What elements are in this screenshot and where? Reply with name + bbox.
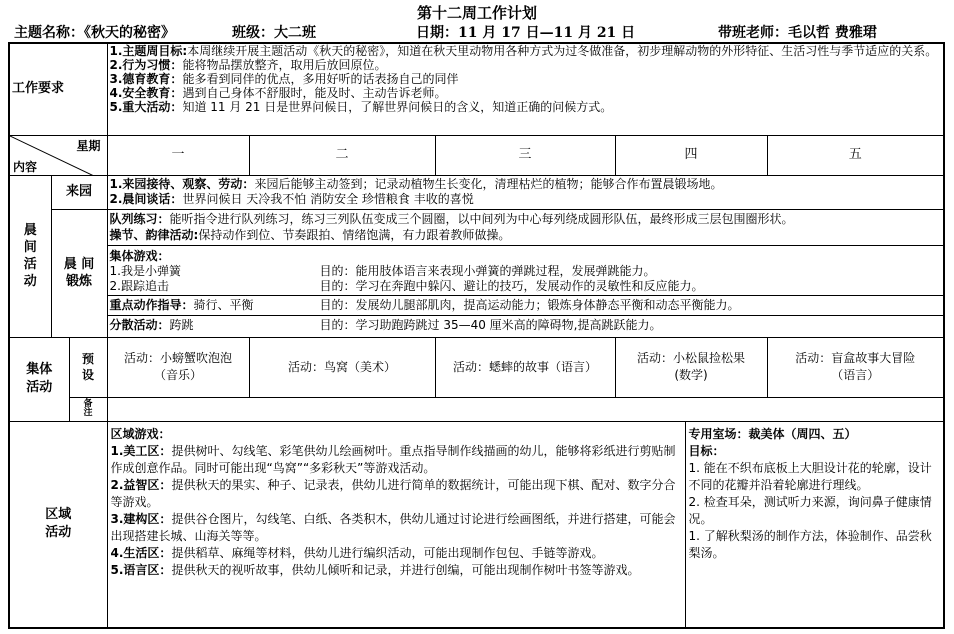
- class-name: 班级：大二班: [232, 25, 316, 41]
- weekday-label: 星期: [76, 138, 101, 153]
- note-content: [107, 397, 944, 421]
- area-games: 区域游戏： 1.美工区：提供树叶、勾线笔、彩笔供幼儿绘画树叶。重点指导制作线描画的幼儿，能够将彩纸进行剪贴制作成创意作品。同时可能出现“鸟窝”“多彩秋天”等游戏活动。 2.益智区：提供秋天的果实、种子、记录表，供幼儿进行简单的数据统计，可能出现下棋、配对、数字分合等游戏。 3.建构区：提供谷仓图片，勾线笔、白纸、各类积木，供幼儿通过讨论进行绘画图纸，并进行搭建，可能会出现搭建长城、山海关等等。 4.生活区：提供稻草、麻绳等材料，供幼儿进行编织活动，可能出现制作包包、手链等游戏。 5.语言区：提供秋天的视听故事，供幼儿倾听和记录，并进行创编，可能出现制作树叶书签等游戏。: [108, 422, 686, 627]
- arrival-content: 1.来园接待、观察、劳动：来园后能够主动签到；记录动植物生长变化，清理枯烂的植物；能够合作布置晨锻场地。 2.晨间谈话：世界问候日 天冷我不怕 消防安全 珍惜粮食 丰收的喜悦: [107, 175, 944, 209]
- morning-label: 晨间活动: [9, 175, 51, 337]
- exercise-row-top: [9, 209, 944, 245]
- drill-content: 队列练习：能听指令进行队列练习，练习三列队伍变成三个圆圈，以中间列为中心每列绕成圆形队伍，最终形成三层包围圈形状。 操节、韵律活动:保持动作到位、节奏跟拍、情绪饱满，有力跟着教师做操。: [107, 209, 944, 245]
- week-header-row: [9, 135, 944, 175]
- exercise-label: 晨 间 锻炼: [51, 209, 107, 337]
- teachers: 带班老师：毛以哲 费雅珺: [718, 25, 877, 41]
- area-content: [107, 421, 944, 628]
- requirement-item: 3.德育教育：能多看到同伴的优点，多用好听的话表扬自己的同伴: [109, 72, 459, 86]
- activity-cell: 活动：盲盒故事大冒险 （语言）: [767, 337, 944, 397]
- note-label: 备注: [69, 397, 107, 421]
- date-range: 日期：11 月 17 日—11 月 21 日: [416, 25, 636, 41]
- header: [0, 0, 954, 42]
- area-label: 区域活动: [9, 421, 107, 628]
- collective-games: 集体游戏： 1.我是小弹簧 目的：能用肢体语言来表现小弹簧的弹跳过程，发展弹跳能力。 2.跟踪追击 目的：学习在奔跑中躲闪、避让的技巧，发展动作的灵敏性和反应能力。: [108, 248, 944, 296]
- activity-cell: 活动：鸟窝（美术）: [249, 337, 435, 397]
- requirements-content: [107, 43, 944, 135]
- plan-table: [8, 42, 945, 629]
- arrival-label: 来园: [51, 175, 107, 209]
- theme-name: 主题名称：《秋天的秘密》: [14, 25, 175, 41]
- collective-label: 集体活动: [9, 337, 69, 421]
- day-header: 四: [615, 135, 767, 175]
- exercise-row-bottom: [9, 245, 944, 337]
- day-header: 三: [435, 135, 615, 175]
- requirements-row: [9, 43, 944, 135]
- diagonal-header-cell: [9, 135, 107, 175]
- collective-row: [9, 337, 944, 397]
- games-content: [107, 245, 944, 337]
- day-header: 二: [249, 135, 435, 175]
- group-activity: 分散活动：跨跳 目的：学习助跑跨跳过 35—40 厘米高的障碍物,提高跳跃能力。: [109, 317, 662, 332]
- requirement-item: 2.行为习惯：能将物品摆放整齐，取用后放回原位。: [109, 58, 387, 72]
- activity-cell: 活动：小松鼠捡松果 (数学): [615, 337, 767, 397]
- activity-cell: 活动：小螃蟹吹泡泡 （音乐）: [107, 337, 249, 397]
- day-header: 五: [767, 135, 944, 175]
- requirements-label: 工作要求: [9, 43, 107, 135]
- activity-cell: 活动：蟋蟀的故事（语言）: [435, 337, 615, 397]
- preset-label: 预设: [69, 337, 107, 397]
- requirement-item: 5.重大活动：知道 11 月 21 日是世界问候日，了解世界问候日的含义，知道正确的问候方式。: [109, 100, 613, 114]
- area-row: [9, 421, 944, 628]
- day-header: 一: [107, 135, 249, 175]
- note-row: [9, 397, 944, 421]
- requirement-item: 1.主题周目标:本周继续开展主题活动《秋天的秘密》，知道在秋天里动物用各种方式为过冬做准备，初步理解动物的外形特征、生活习性与季节适应的关系。: [109, 44, 938, 58]
- focus-guidance: 重点动作指导：骑行、平衡 目的：发展幼儿腿部肌肉，提高运动能力；锻炼身体静态平衡和动态平衡能力。: [108, 296, 944, 316]
- page-title: 第十二周工作计划: [416, 4, 537, 22]
- content-label: 内容: [13, 159, 38, 174]
- requirement-item: 4.安全教育：遇到自己身体不舒服时，能及时、主动告诉老师。: [109, 86, 447, 100]
- arrival-row: [9, 175, 944, 209]
- special-room: 专用室场：裁美体（周四、五） 目标： 1. 能在不织布底板上大胆设计花的轮廓，设计不同的花瓣并沿着轮廓进行理线。 2. 检查耳朵，测试听力来源，询问鼻子健康情况。 1. 了解秋梨汤的制作方法，体验制作、品尝秋梨汤。: [688, 426, 932, 560]
